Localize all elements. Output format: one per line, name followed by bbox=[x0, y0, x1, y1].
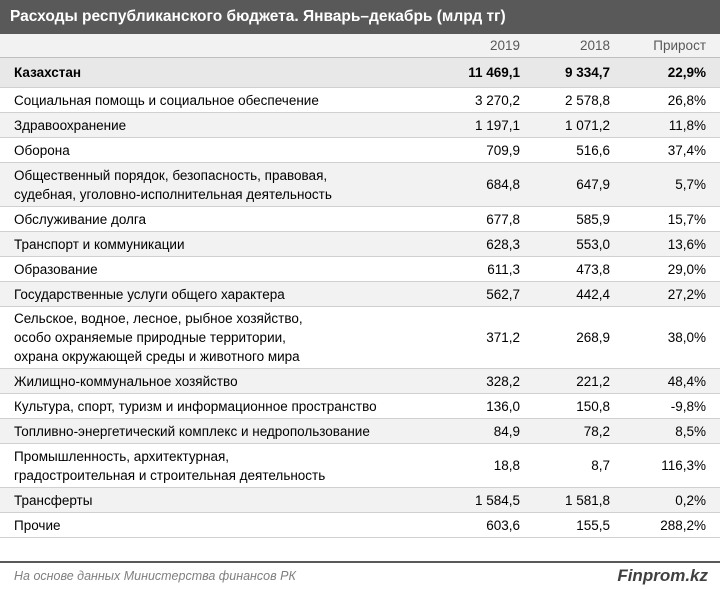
value-2018: 1 071,2 bbox=[564, 117, 610, 133]
value-2019: 603,6 bbox=[486, 517, 520, 533]
table-row bbox=[0, 369, 720, 394]
table-row bbox=[0, 282, 720, 307]
table-row bbox=[0, 307, 720, 369]
value-2018: 2 578,8 bbox=[564, 92, 610, 108]
value-2018: 516,6 bbox=[576, 142, 610, 158]
value-growth: 5,7% bbox=[675, 177, 706, 192]
value-2018: 78,2 bbox=[583, 423, 610, 439]
row-name-line: градостроительная и строительная деятельность bbox=[14, 467, 326, 483]
row-name bbox=[0, 63, 420, 82]
row-name-line: Промышленность, архитектурная, bbox=[14, 448, 230, 464]
value-2019: 709,9 bbox=[486, 142, 520, 158]
row-name bbox=[0, 372, 420, 391]
value-2019: 562,7 bbox=[486, 286, 520, 302]
value-growth: 48,4% bbox=[667, 373, 706, 389]
row-name bbox=[0, 491, 420, 510]
header-2018: 2018 bbox=[579, 38, 610, 53]
row-name bbox=[0, 309, 420, 366]
value-growth: 26,8% bbox=[667, 92, 706, 108]
value-growth: 27,2% bbox=[667, 286, 706, 302]
value-2018: 585,9 bbox=[576, 211, 610, 227]
value-2019: 1 584,5 bbox=[474, 492, 520, 508]
value-2018: 150,8 bbox=[576, 398, 610, 414]
row-name bbox=[0, 166, 420, 204]
row-name-line: судебная, уголовно-исполнительная деятельность bbox=[14, 186, 332, 202]
table-row bbox=[0, 138, 720, 163]
value-2018: 221,2 bbox=[576, 373, 610, 389]
source-note: На основе данных Министерства финансов РК bbox=[14, 569, 296, 583]
row-name-line: Жилищно-коммунальное хозяйство bbox=[14, 373, 238, 389]
row-name-line: Образование bbox=[14, 261, 98, 277]
row-name-line: Трансферты bbox=[14, 492, 93, 508]
row-name bbox=[0, 285, 420, 304]
table-row bbox=[0, 488, 720, 513]
row-name bbox=[0, 210, 420, 229]
value-growth: 29,0% bbox=[667, 261, 706, 277]
value-2018: 268,9 bbox=[576, 330, 610, 345]
value-2019: 611,3 bbox=[487, 261, 520, 277]
value-growth: 116,3% bbox=[661, 458, 706, 473]
row-name bbox=[0, 91, 420, 110]
value-2018: 8,7 bbox=[591, 458, 610, 473]
value-growth: 37,4% bbox=[667, 142, 706, 158]
header-growth: Прирост bbox=[653, 38, 706, 53]
row-name-line: Оборона bbox=[14, 142, 70, 158]
table-row bbox=[0, 163, 720, 207]
value-2018: 647,9 bbox=[576, 177, 610, 192]
row-name-line: Социальная помощь и социальное обеспечение bbox=[14, 92, 319, 108]
value-2019: 84,9 bbox=[493, 423, 520, 439]
row-name-line: Сельское, водное, лесное, рыбное хозяйство, bbox=[14, 311, 303, 326]
row-name-line: особо охраняемые природные территории, bbox=[14, 330, 286, 345]
budget-table bbox=[0, 34, 720, 538]
value-2019: 136,0 bbox=[486, 398, 520, 414]
row-name-line: Здравоохранение bbox=[14, 117, 127, 133]
value-2019: 1 197,1 bbox=[474, 117, 520, 133]
value-2018: 155,5 bbox=[576, 517, 610, 533]
table-title bbox=[0, 0, 720, 34]
value-growth: 8,5% bbox=[675, 423, 706, 439]
row-name bbox=[0, 422, 420, 441]
row-name bbox=[0, 397, 420, 416]
value-2019: 328,2 bbox=[486, 373, 520, 389]
value-growth: 13,6% bbox=[667, 236, 706, 252]
table-row bbox=[0, 394, 720, 419]
row-name-line: Казахстан bbox=[14, 65, 82, 80]
row-name bbox=[0, 447, 420, 485]
row-name-line: Прочие bbox=[14, 517, 61, 533]
table-header bbox=[0, 34, 720, 58]
value-2018: 9 334,7 bbox=[564, 65, 610, 80]
table-row bbox=[0, 419, 720, 444]
value-growth: 15,7% bbox=[667, 211, 706, 227]
value-growth: 11,8% bbox=[668, 117, 706, 133]
table-row bbox=[0, 232, 720, 257]
row-name-line: Государственные услуги общего характера bbox=[14, 286, 285, 302]
header-2019: 2019 bbox=[489, 38, 520, 53]
value-growth: 38,0% bbox=[667, 330, 706, 345]
row-name bbox=[0, 141, 420, 160]
table-row bbox=[0, 207, 720, 232]
row-name-line: Культура, спорт, туризм и информационное пространство bbox=[14, 398, 377, 414]
table-row bbox=[0, 444, 720, 488]
value-2019: 371,2 bbox=[486, 330, 520, 345]
row-name bbox=[0, 260, 420, 279]
row-name bbox=[0, 116, 420, 135]
table-title-text: Расходы республиканского бюджета. Январь–декабрь (млрд тг) bbox=[10, 8, 506, 25]
row-name-line: Топливно-энергетический комплекс и недропользование bbox=[14, 423, 370, 439]
table-row bbox=[0, 257, 720, 282]
footer bbox=[0, 561, 720, 589]
table-row bbox=[0, 88, 720, 113]
value-2018: 442,4 bbox=[576, 286, 610, 302]
value-growth: -9,8% bbox=[670, 398, 706, 414]
value-2018: 473,8 bbox=[576, 261, 610, 277]
value-2019: 677,8 bbox=[486, 211, 520, 227]
value-growth: 288,2% bbox=[660, 517, 706, 533]
row-name bbox=[0, 235, 420, 254]
value-growth: 22,9% bbox=[667, 65, 706, 80]
row-name-line: охрана окружающей среды и животного мира bbox=[14, 349, 300, 364]
value-2019: 18,8 bbox=[493, 458, 520, 473]
table-row bbox=[0, 113, 720, 138]
row-name-line: Транспорт и коммуникации bbox=[14, 236, 185, 252]
row-name bbox=[0, 516, 420, 535]
value-2019: 11 469,1 bbox=[468, 65, 520, 80]
value-2018: 1 581,8 bbox=[564, 492, 610, 508]
table-total-row bbox=[0, 58, 720, 88]
brand-logo-text: Finprom.kz bbox=[617, 566, 708, 585]
row-name-line: Общественный порядок, безопасность, правовая, bbox=[14, 167, 328, 183]
row-name-line: Обслуживание долга bbox=[14, 211, 147, 227]
value-2019: 628,3 bbox=[486, 236, 520, 252]
value-2018: 553,0 bbox=[576, 236, 610, 252]
table-row bbox=[0, 513, 720, 538]
value-growth: 0,2% bbox=[675, 492, 706, 508]
value-2019: 3 270,2 bbox=[474, 92, 520, 108]
value-2019: 684,8 bbox=[486, 177, 520, 192]
